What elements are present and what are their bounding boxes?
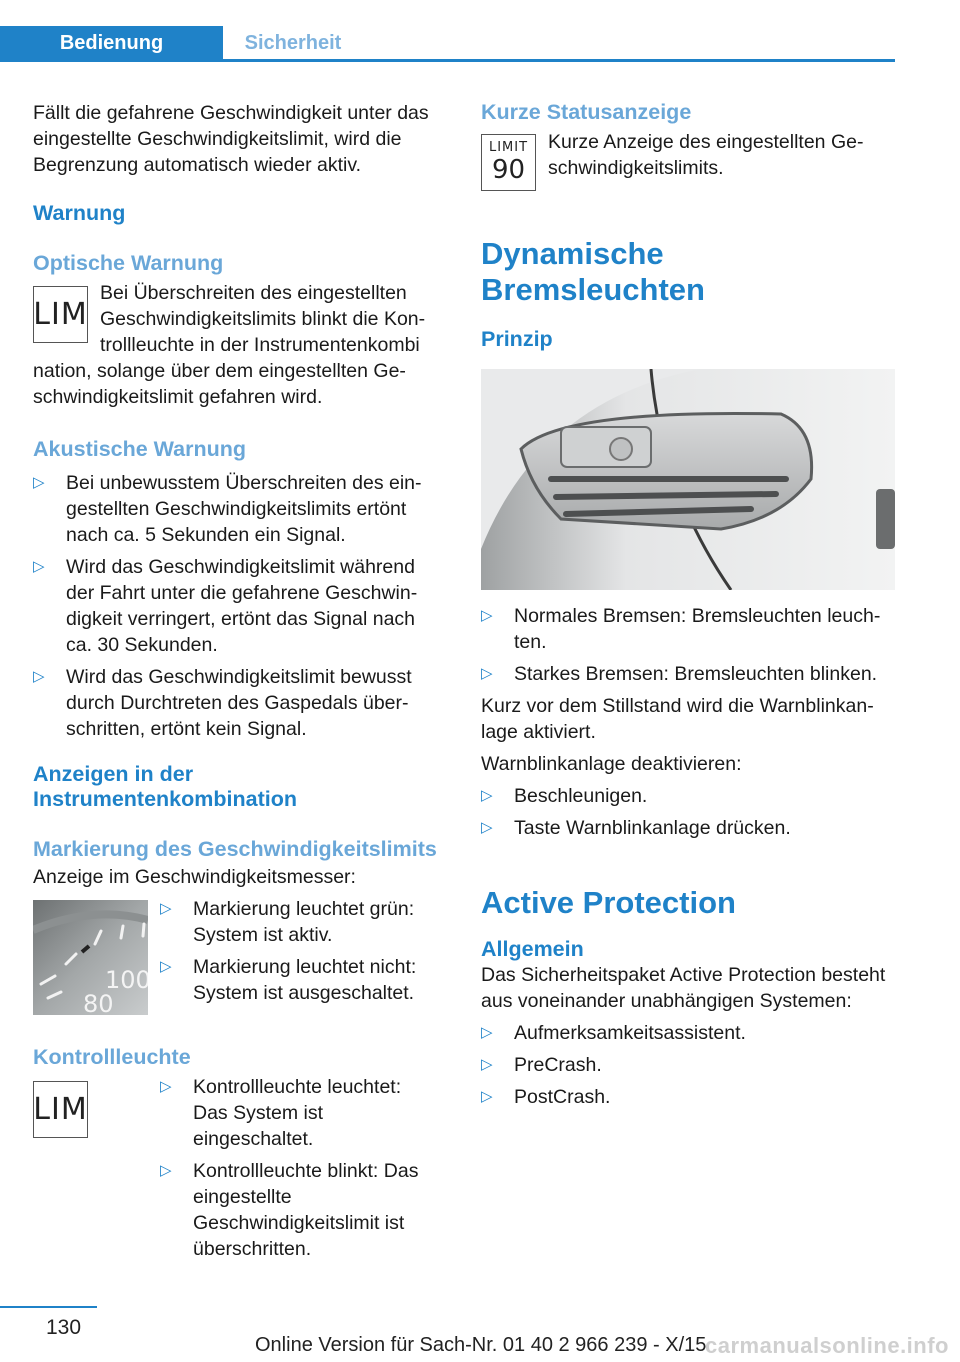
allgemein-text: Das Sicherheitspaket Active Protection besteht aus voneinander unabhängigen Systemen: bbox=[481, 964, 886, 1012]
kurze-statusanzeige-block bbox=[481, 129, 896, 191]
right-column bbox=[481, 100, 896, 1116]
markierung-block bbox=[33, 900, 441, 1015]
triangle-bullet-icon: ▷ bbox=[33, 558, 45, 575]
triangle-bullet-icon: ▷ bbox=[160, 1162, 172, 1179]
deaktivieren-text: Warnblinkanlage deaktivieren: bbox=[481, 753, 742, 775]
triangle-bullet-icon: ▷ bbox=[160, 958, 172, 975]
akustische-warnung-list bbox=[33, 470, 441, 742]
lim-control-light-icon bbox=[33, 1081, 88, 1138]
list-item: ▷ PostCrash. bbox=[481, 1086, 611, 1108]
triangle-bullet-icon: ▷ bbox=[160, 1078, 172, 1095]
optische-warnung-text-rest: nation, solange über dem eingestellten Geschwindigkeitslimit gefahren wird. bbox=[33, 360, 406, 408]
limit-90-icon bbox=[481, 134, 536, 191]
left-column bbox=[33, 100, 441, 1268]
heading-kurze-statusanzeige: Kurze Statusanzeige bbox=[481, 100, 692, 124]
kontrollleuchte-block bbox=[33, 1074, 441, 1268]
triangle-bullet-icon: ▷ bbox=[481, 665, 493, 682]
list-item: ▷ PreCrash. bbox=[481, 1054, 602, 1076]
list-item: ▷ Markierung leuchtet nicht: System ist ausgeschaltet. bbox=[160, 956, 417, 1004]
speedo-label-100: 100 bbox=[105, 966, 148, 994]
heading-anzeigen: Anzeigen in der Instrumentenkombination bbox=[33, 762, 297, 811]
list-item: ▷ Kontrollleuchte leuchtet: Das System ist eingeschaltet. bbox=[160, 1076, 402, 1150]
heading-kontrollleuchte: Kontrollleuchte bbox=[33, 1045, 191, 1069]
heading-warnung: Warnung bbox=[33, 201, 126, 225]
list-item: ▷ Aufmerksamkeitsassistent. bbox=[481, 1022, 746, 1044]
speedo-label-80: 80 bbox=[83, 990, 114, 1015]
list-item: ▷ Bei unbewusstem Überschreiten des eingestellten Geschwindigkeitslimits ertönt nach ca. 5 Sekunden ein Signal. bbox=[33, 472, 422, 546]
markierung-text: Anzeige im Geschwindigkeitsmesser: bbox=[33, 866, 356, 888]
list-item: ▷ Wird das Geschwindigkeitslimit bewusst durch Durchtreten des Gaspedals überschritten, ertönt kein Signal. bbox=[33, 666, 412, 740]
triangle-bullet-icon: ▷ bbox=[481, 1088, 493, 1105]
markierung-list bbox=[160, 896, 441, 1012]
heading-optische-warnung: Optische Warnung bbox=[33, 251, 224, 275]
heading-allgemein: Allgemein bbox=[481, 937, 584, 961]
chapter-tabs bbox=[0, 0, 895, 62]
heading-active-protection: Active Protection bbox=[481, 885, 736, 920]
watermark: carmanualsonline.info bbox=[705, 1333, 949, 1358]
list-item: ▷ Beschleunigen. bbox=[481, 785, 648, 807]
tail-light-image bbox=[481, 369, 895, 590]
triangle-bullet-icon: ▷ bbox=[481, 819, 493, 836]
limit-icon-number: 90 bbox=[491, 154, 526, 185]
optische-warnung-text: Bei Überschreiten des eingestellten Geschwindigkeitslimits blinkt die Kontrollleuchte in der Instrumentenkombi bbox=[100, 282, 426, 356]
triangle-bullet-icon: ▷ bbox=[481, 1056, 493, 1073]
footer-rule bbox=[0, 1306, 97, 1308]
optische-warnung-block bbox=[33, 280, 441, 358]
lim-indicator-icon bbox=[33, 286, 88, 343]
list-item: ▷ Normales Bremsen: Bremsleuchten leuchten. bbox=[481, 605, 881, 653]
triangle-bullet-icon: ▷ bbox=[481, 787, 493, 804]
kurze-statusanzeige-text: Kurze Anzeige des eingestellten Geschwindigkeitslimits. bbox=[548, 131, 864, 179]
triangle-bullet-icon: ▷ bbox=[160, 900, 172, 917]
prinzip-list bbox=[481, 603, 896, 687]
triangle-bullet-icon: ▷ bbox=[481, 1024, 493, 1041]
heading-akustische-warnung: Akustische Warnung bbox=[33, 437, 247, 461]
tab-sicherheit[interactable]: Sicherheit bbox=[244, 32, 342, 54]
heading-markierung: Markierung des Geschwindigkeitslimits bbox=[33, 837, 437, 861]
triangle-bullet-icon: ▷ bbox=[33, 668, 45, 685]
stillstand-text: Kurz vor dem Stillstand wird die Warnblinkanlage aktiviert. bbox=[481, 695, 874, 743]
list-item: ▷ Taste Warnblinkanlage drücken. bbox=[481, 817, 791, 839]
deaktivieren-list bbox=[481, 783, 896, 841]
limit-icon-label: LIMIT bbox=[488, 139, 529, 155]
lim-icon-label: LIM bbox=[33, 1092, 88, 1127]
heading-prinzip: Prinzip bbox=[481, 327, 553, 351]
lim-icon-label: LIM bbox=[33, 297, 88, 332]
list-item: ▷ Kontrollleuchte blinkt: Das eingestellte Geschwindigkeitslimit ist überschritten. bbox=[160, 1160, 419, 1260]
online-version-text: Online Version für Sach-Nr. 01 40 2 966 239 - X/15 bbox=[255, 1334, 707, 1356]
speedometer-image bbox=[33, 900, 148, 1015]
tab-underline bbox=[0, 59, 895, 62]
page-number: 130 bbox=[46, 1316, 82, 1339]
list-item: ▷ Starkes Bremsen: Bremsleuchten blinken. bbox=[481, 663, 878, 685]
triangle-bullet-icon: ▷ bbox=[33, 474, 45, 491]
tab-bedienung[interactable]: Bedienung bbox=[0, 26, 223, 61]
triangle-bullet-icon: ▷ bbox=[481, 607, 493, 624]
allgemein-list bbox=[481, 1020, 896, 1110]
intro-paragraph: Fällt die gefahrene Geschwindigkeit unter das eingestellte Geschwindigkeitslimit, wird die Begrenzung automatisch wieder aktiv. bbox=[33, 102, 429, 176]
heading-dynamische-bremsleuchten: Dynamische Bremsleuchten bbox=[481, 236, 705, 307]
list-item: ▷ Markierung leuchtet grün: System ist aktiv. bbox=[160, 898, 415, 946]
list-item: ▷ Wird das Geschwindigkeitslimit während der Fahrt unter die gefahrene Geschwindigkeit verringert, ertönt das Signal nach ca. 30 Sekunden. bbox=[33, 556, 418, 656]
kontrollleuchte-list bbox=[160, 1074, 441, 1268]
